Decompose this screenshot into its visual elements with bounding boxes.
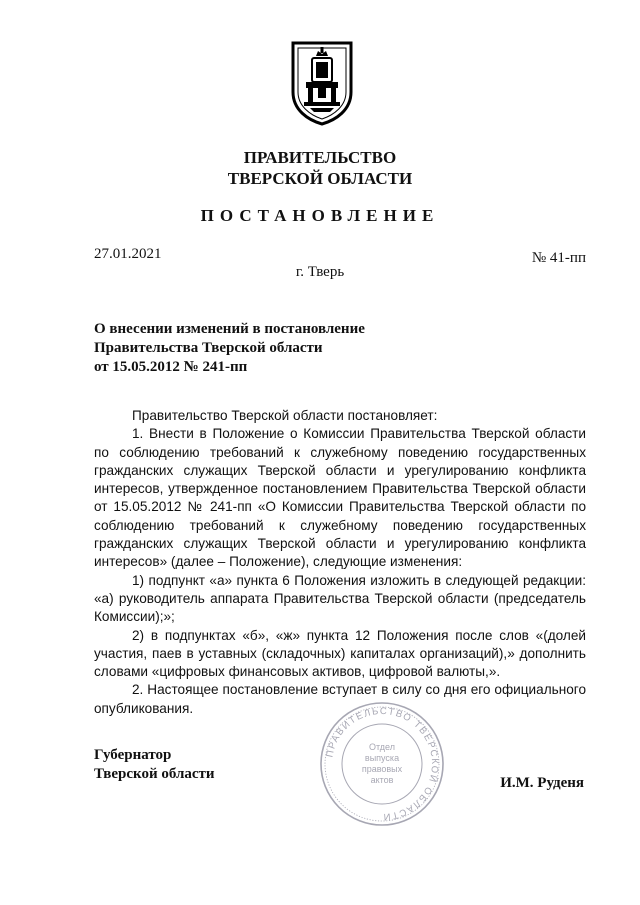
subject-line-3: от 15.05.2012 № 241-пп	[94, 359, 248, 375]
body-paragraph-1-1: 1) подпункт «а» пункта 6 Положения изложить в следующей редакции: «а) руководитель аппарата Правительства Тверской области (председатель Комиссии);»;	[94, 572, 586, 625]
svg-text:выпуска: выпуска	[364, 753, 400, 763]
signer-name: И.М. Руденя	[500, 775, 584, 791]
government-name-line2: ТВЕРСКОЙ ОБЛАСТИ	[227, 169, 413, 188]
document-body	[94, 407, 586, 718]
subject-line-2: Правительства Тверской области	[94, 340, 323, 356]
body-paragraph-2: 2. Настоящее постановление вступает в силу со дня его официального опубликования.	[94, 682, 586, 716]
document-type: ПОСТАНОВЛЕНИЕ	[200, 206, 440, 225]
svg-text:ПРАВИТЕЛЬСТВО ТВЕРСКОЙ ОБЛАСТИ: ПРАВИТЕЛЬСТВО ТВЕРСКОЙ ОБЛАСТИ	[324, 705, 441, 823]
signer-title-line-2: Тверской области	[94, 766, 215, 782]
svg-text:правовых: правовых	[361, 764, 403, 774]
subject-line-1: О внесении изменений в постановление	[94, 321, 365, 337]
document-city: г. Тверь	[295, 264, 345, 280]
coat-of-arms-icon	[290, 40, 354, 126]
official-stamp	[318, 700, 446, 828]
svg-text:актов: актов	[370, 775, 394, 785]
document-subject	[94, 320, 414, 377]
svg-text:Отдел: Отдел	[368, 742, 396, 752]
body-paragraph-intro: Правительство Тверской области постановляет:	[132, 408, 438, 423]
body-paragraph-1: 1. Внести в Положение о Комиссии Правительства Тверской области по соблюдению требований к служебному поведению государственных гражданских служащих Тверской области и урегулированию конфликта интересов, утвержденное постановлением Правительства Тверской области от 15.05.2012 № 241-пп «О Комиссии Правительства Тверской области по соблюдению требований к служебному поведению государственных гражданских служащих Тверской области и урегулированию конфликта интересов» (далее – Положение), следующие изменения:	[94, 426, 586, 570]
document-number: № 41-пп	[531, 250, 586, 266]
signer-title-line-1: Губернатор	[94, 747, 172, 763]
document-date: 27.01.2021	[94, 246, 162, 262]
signer-title	[94, 746, 215, 784]
body-paragraph-1-2: 2) в подпунктах «б», «ж» пункта 12 Положения после слов «(долей участия, паев в уставных (складочных) капиталах организаций),» дополнить словами «цифровых финансовых активов, цифровой валюты,».	[94, 627, 586, 680]
government-name-line1: ПРАВИТЕЛЬСТВО	[243, 148, 397, 167]
